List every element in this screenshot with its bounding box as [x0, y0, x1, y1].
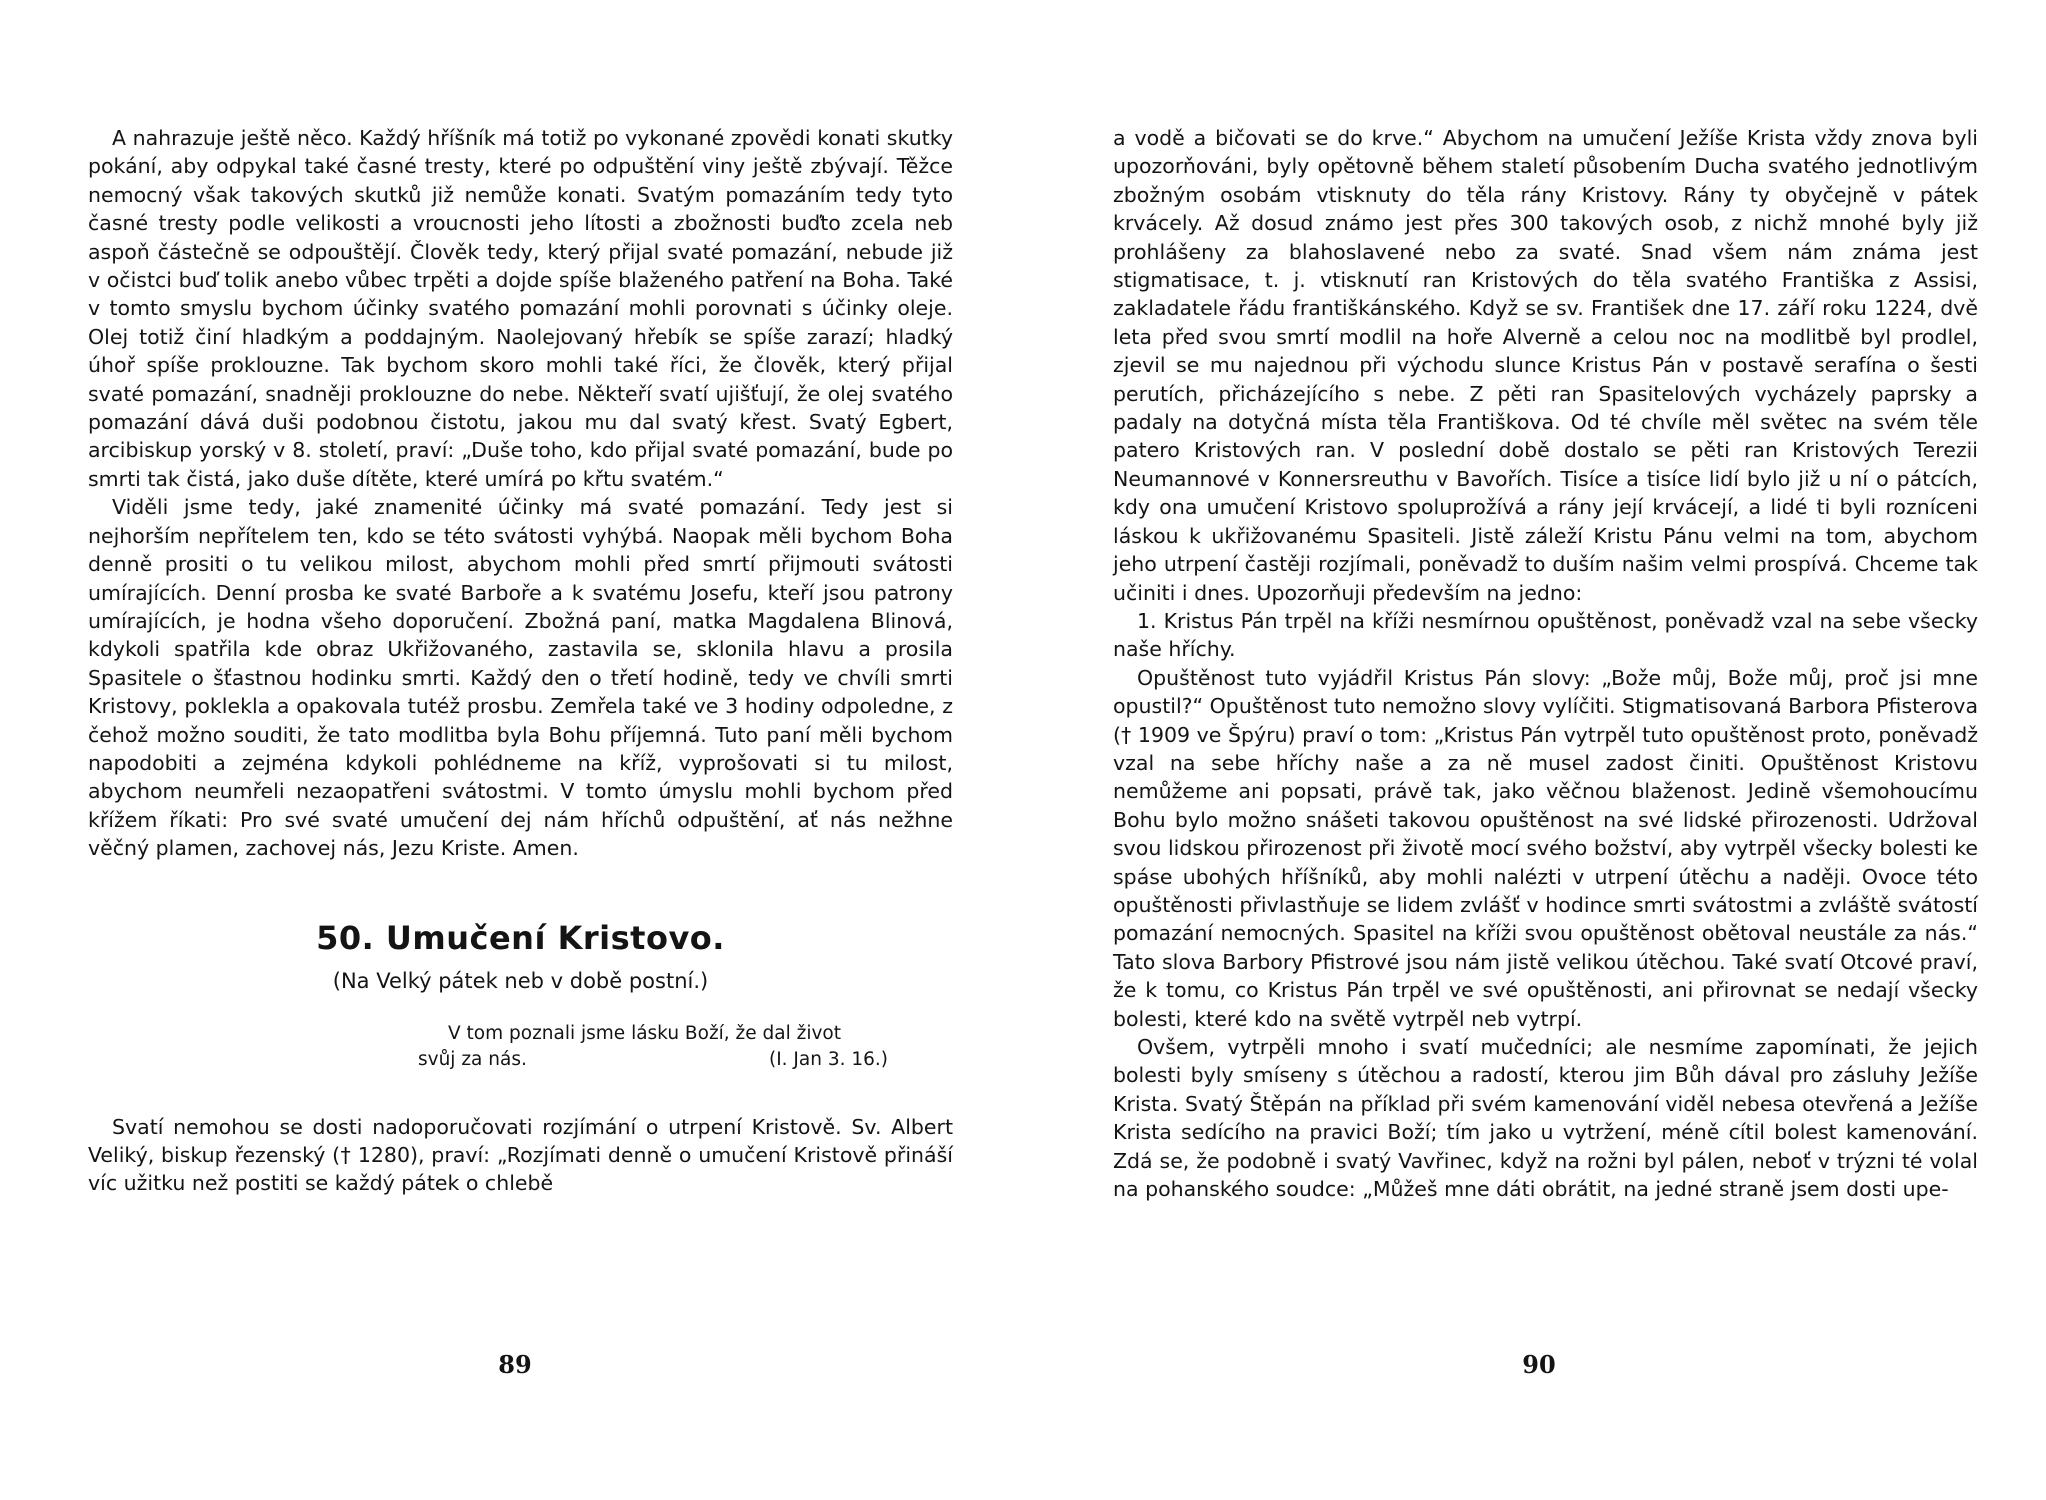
- left-page: [88, 124, 953, 1198]
- paragraph: Viděli jsme tedy, jaké znamenité účinky má svaté pomazání. Tedy jest si nejhorším nepřítelem ten, kdo se této svátosti vyhýbá. Naopak měli bychom Boha denně prositi o tu velikou milost, abychom mohli před smrtí přijmouti svátosti umírajících. Denní prosba ke svaté Barboře a k svatému Josefu, kteří jsou patrony umírajících, je hodna všeho doporučení. Zbožná paní, matka Magdalena Blinová, kdykoli spatřila kde obraz Ukřižovaného, zastavila se, sklonila hlavu a prosila Spasitele o šťastnou hodinku smrti. Každý den o třetí hodině, tedy ve chvíli smrti Kristovy, poklekla a opakovala tutéž prosbu. Zemřela také ve 3 hodiny odpoledne, z čehož možno souditi, že tato modlitba byla Bohu příjemná. Tuto paní měli bychom napodobiti a zejména kdykoli pohlédneme na kříž, vyprošovati si tu milost, abychom neumřeli nezaopatřeni svátostmi. V tomto úmyslu mohli bychom před křížem říkati: Pro své svaté umučení dej nám hříchů odpuštění, ať nás nežhne věčný plamen, zachovej nás, Jezu Kriste. Amen.: [88, 495, 953, 861]
- paragraph: A nahrazuje ještě něco. Každý hříšník má totiž po vykonané zpovědi konati skutky pokání, aby odpykal také časné tresty, které po odpuštění viny ještě zbývají. Těžce nemocný však takových skutků již nemůže konati. Svatým pomazáním tedy tyto časné tresty podle velikosti a vroucnosti jeho lítosti a zbožnosti buďto zcela neb aspoň částečně se odpouštějí. Člověk tedy, který přijal svaté pomazání, nebude již v očistci buď tolik anebo vůbec trpěti a dojde spíše blaženého patření na Boha. Také v tomto smyslu bychom účinky svatého pomazání mohli porovnati s účinky oleje. Olej totiž činí hladkým a poddajným. Naolejovaný hřebík se spíše zarazí; hladký úhoř spíše proklouzne. Tak bychom skoro mohli také říci, že člověk, který přijal svaté pomazání, snadněji proklouzne do nebe. Někteří svatí ujišťují, že olej svatého pomazání dává duši podobnou čistotu, jakou mu dal svatý křest. Svatý Egbert, arcibiskup yorský v 8. století, praví: „Duše toho, kdo přijal svaté pomazání, bude po smrti tak čistá, jako duše dítěte, které umírá po křtu svatém.“: [88, 126, 953, 491]
- paragraph: Svatí nemohou se dosti nadoporučovati rozjímání o utrpení Kristově. Sv. Albert Veliký, biskup řezenský († 1280), praví: „Rozjímati denně o umučení Kristově přináší víc užitku než postiti se každý pátek o chlebě: [88, 1114, 953, 1196]
- paragraph: 1. Kristus Pán trpěl na kříži nesmírnou opuštěnost, poněvadž vzal na sebe všecky naše hříchy.: [1113, 608, 1978, 662]
- epigraph-line: V tom poznali jsme lásku Boží, že dal život: [448, 1022, 841, 1044]
- epigraph: [418, 1021, 888, 1073]
- right-page-body: [1113, 124, 1978, 1203]
- paragraph: Opuštěnost tuto vyjádřil Kristus Pán slovy: „Bože můj, Bože můj, proč jsi mne opustil?“ Opuštěnost tuto nemožno slovy vylíčiti. Stigmatisovaná Barbora Pfisterova († 1909 ve Špýru) praví o tom: „Kristus Pán vytrpěl tuto opuštěnost proto, poněvadž vzal na sebe hříchy naše a za ně musel zadost činiti. Opuštěnost Kristovu nemůžeme ani popsati, právě tak, jako věčnou blaženost. Jedině všemohoucímu Bohu bylo možno snášeti takovou opuštěnost na své lidské přirozenosti. Udržoval svou lidskou přirozenost při životě mocí svého božství, aby vytrpěl všecky bolesti ke spáse ubohých hříšníků, aby mohli nalézti v utrpení útěchu a naději. Ovoce této opuštěnosti přivlastňuje se lidem zvlášť v hodince smrti svátostmi a zvláště svátostí pomazání nemocných. Spasitel na kříži svou opuštěnost obětoval neustále za nás.“ Tato slova Barbory Pfistrové jsou nám jistě velikou útěchou. Také svatí Otcové praví, že k tomu, co Kristus Pán trpěl ve své opuštěnosti, ani přirovnat se nedají všecky bolesti, které kdo na světě vytrpěl neb vytrpí.: [1113, 665, 1979, 1031]
- left-page-body-top: [88, 124, 953, 863]
- page-number: 90: [1522, 1350, 1556, 1379]
- paragraph: a vodě a bičovati se do krve.“ Abychom na umučení Ježíše Krista vždy znova byli upozorňováni, byly opětovně během staletí působením Ducha svatého jednotlivým zbožným osobám vtisknuty do těla rány Kristovy. Rány ty obyčejně v pátek krvácely. Až dosud známo jest přes 300 takových osob, z nichž mnohé byly již prohlášeny za blahoslavené nebo za svaté. Snad všem nám známa jest stigmatisace, t. j. vtisknutí ran Kristových do těla svatého Františka z Assisi, zakladatele řádu františkánského. Když se sv. František dne 17. září roku 1224, dvě leta před svou smrtí modlil na hoře Alverně a celou noc na modlitbě byl prodlel, zjevil se mu najednou při východu slunce Kristus Pán v postavě serafína o šesti perutích, přicházejícího s nebe. Z pěti ran Spasitelových vycházely paprsky a padaly na dotyčná místa těla Františkova. Od té chvíle měl světec na svém těle patero Kristových ran. V poslední době dostalo se pěti ran Kristových Terezii Neumannové v Konnersreuthu v Bavořích. Tisíce a tisíce lidí bylo již u ní o pátcích, kdy ona umučení Kristovo spoluprožívá a rány její krvácejí, a lidé ti byli rozníceni láskou k ukřižovanému Spasiteli. Jistě záleží Kristu Pánu velmi na tom, abychom jeho utrpení častěji rozjímali, poněvadž to duším našim velmi prospívá. Chceme tak učiniti i dnes. Upozorňuji především na jedno:: [1113, 126, 1978, 605]
- epigraph-line: svůj za nás.: [418, 1048, 527, 1070]
- right-page: [1113, 124, 1978, 1203]
- page-number: 89: [498, 1350, 532, 1379]
- chapter-subtitle: (Na Velký pátek neb v době postní.): [332, 968, 709, 993]
- epigraph-reference: (I. Jan 3. 16.): [768, 1048, 888, 1070]
- epigraph-row: [418, 1047, 888, 1073]
- paragraph: Ovšem, vytrpěli mnoho i svatí mučedníci; ale nesmíme zapomínati, že jejich bolesti byly smíseny s útěchou a radostí, kterou jim Bůh dával pro zásluhy Ježíše Krista. Svatý Štěpán na příklad při svém kamenování viděl nebesa otevřená a Ježíše Krista sedícího na pravici Boží; tím jako u vytržení, méně cítil bolest kamenování. Zdá se, že podobně i svatý Vavřinec, když na rožni byl pálen, neboť v trýzni té volal na pohanského soudce: „Můžeš mne dáti obrátit, na jedné straně jsem dosti upe-: [1113, 1035, 1978, 1202]
- left-page-body-bottom: [88, 1113, 953, 1198]
- chapter-title: 50. Umučení Kristovo.: [316, 918, 725, 957]
